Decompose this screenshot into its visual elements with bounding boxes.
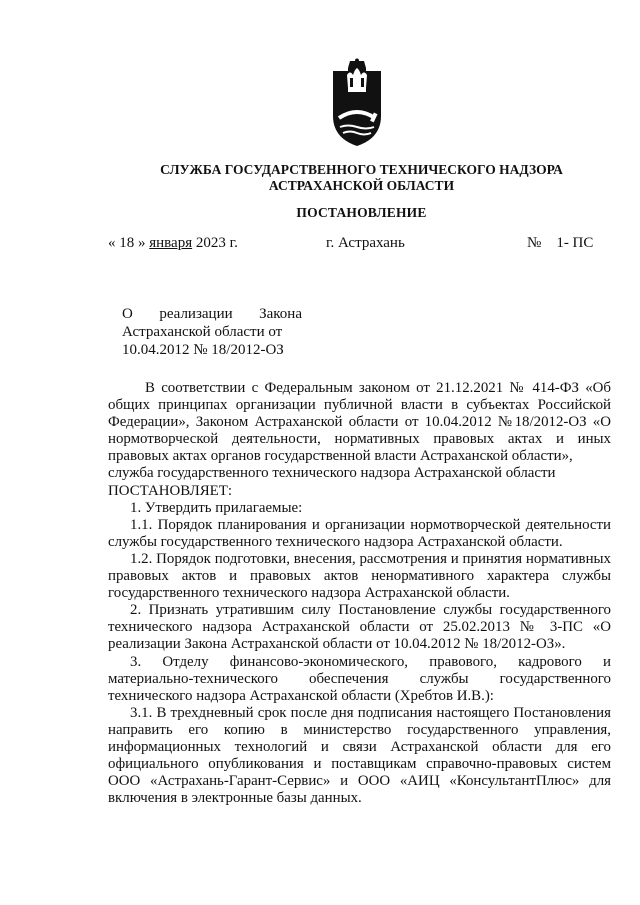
organization-name-line2: АСТРАХАНСКОЙ ОБЛАСТИ	[268, 178, 455, 193]
organization-name-line1: СЛУЖБА ГОСУДАРСТВЕННОГО ТЕХНИЧЕСКОГО НАДЗОРА	[160, 162, 563, 177]
subject-line-1: О реализации Закона	[122, 306, 302, 322]
document-subject	[122, 305, 302, 359]
item-3-1: 3.1. В трехдневный срок после дня подписания настоящего Постановления направить его копию в министерство государственного управления, информационных технологий и связи Астраханской области для его официального опубликования и поставщикам справочно-правовых систем ООО «Астрахань-Гарант-Сервис» и ООО «АИЦ «КонсультантПлюс» для включения в электронные базы данных.	[108, 704, 611, 807]
resolves-heading: ПОСТАНОВЛЯЕТ:	[108, 482, 232, 499]
item-1-1: 1.1. Порядок планирования и организации нормотворческой деятельности службы государственного технического надзора Астраханской области.	[108, 516, 611, 550]
subject-line-3: 10.04.2012 № 18/2012-ОЗ	[122, 342, 284, 358]
document-number: № 1- ПС	[527, 235, 594, 251]
date-year: 2023 г.	[192, 235, 238, 251]
subject-line-2: Астраханской области от	[122, 324, 283, 340]
astrakhan-coat-of-arms-icon	[328, 58, 386, 148]
item-1: 1. Утвердить прилагаемые:	[130, 499, 303, 516]
preamble-paragraph: В соответствии с Федеральным законом от 21.12.2021 № 414-ФЗ «Об общих принципах организации публичной власти в субъектах Российской Федерации», Законом Астраханской области от 10.04.2012 №18/2012-ОЗ «О нормотворческой деятельности, нормативных правовых актах и иных правовых актах органов государственной власти Астраханской области»,	[108, 380, 611, 465]
preamble-tail: служба государственного технического надзора Астраханской области	[108, 465, 556, 482]
date-month: января	[149, 235, 193, 251]
document-city: г. Астрахань	[326, 235, 405, 251]
document-body	[108, 380, 611, 807]
item-1-2: 1.2. Порядок подготовки, внесения, рассмотрения и принятия нормативных правовых актов и правовых актов ненормативного характера службы государственного технического надзора Астраханской области.	[108, 550, 611, 602]
document-type: ПОСТАНОВЛЕНИЕ	[296, 205, 427, 220]
date-day: 18	[119, 235, 135, 251]
document-date: « 18 » января 2023 г.	[108, 235, 238, 251]
item-2: 2. Признать утратившим силу Постановление службы государственного технического надзора Астраханской области от 25.02.2013 № 3-ПС «О реализации Закона Астраханской области от 10.04.2012 № 18/2012-ОЗ».	[108, 602, 611, 653]
item-3: 3. Отделу финансово-экономического, правового, кадрового и материально-технического обеспечения службы государственного технического надзора Астраханской области (Хребтов И.В.):	[108, 653, 611, 704]
